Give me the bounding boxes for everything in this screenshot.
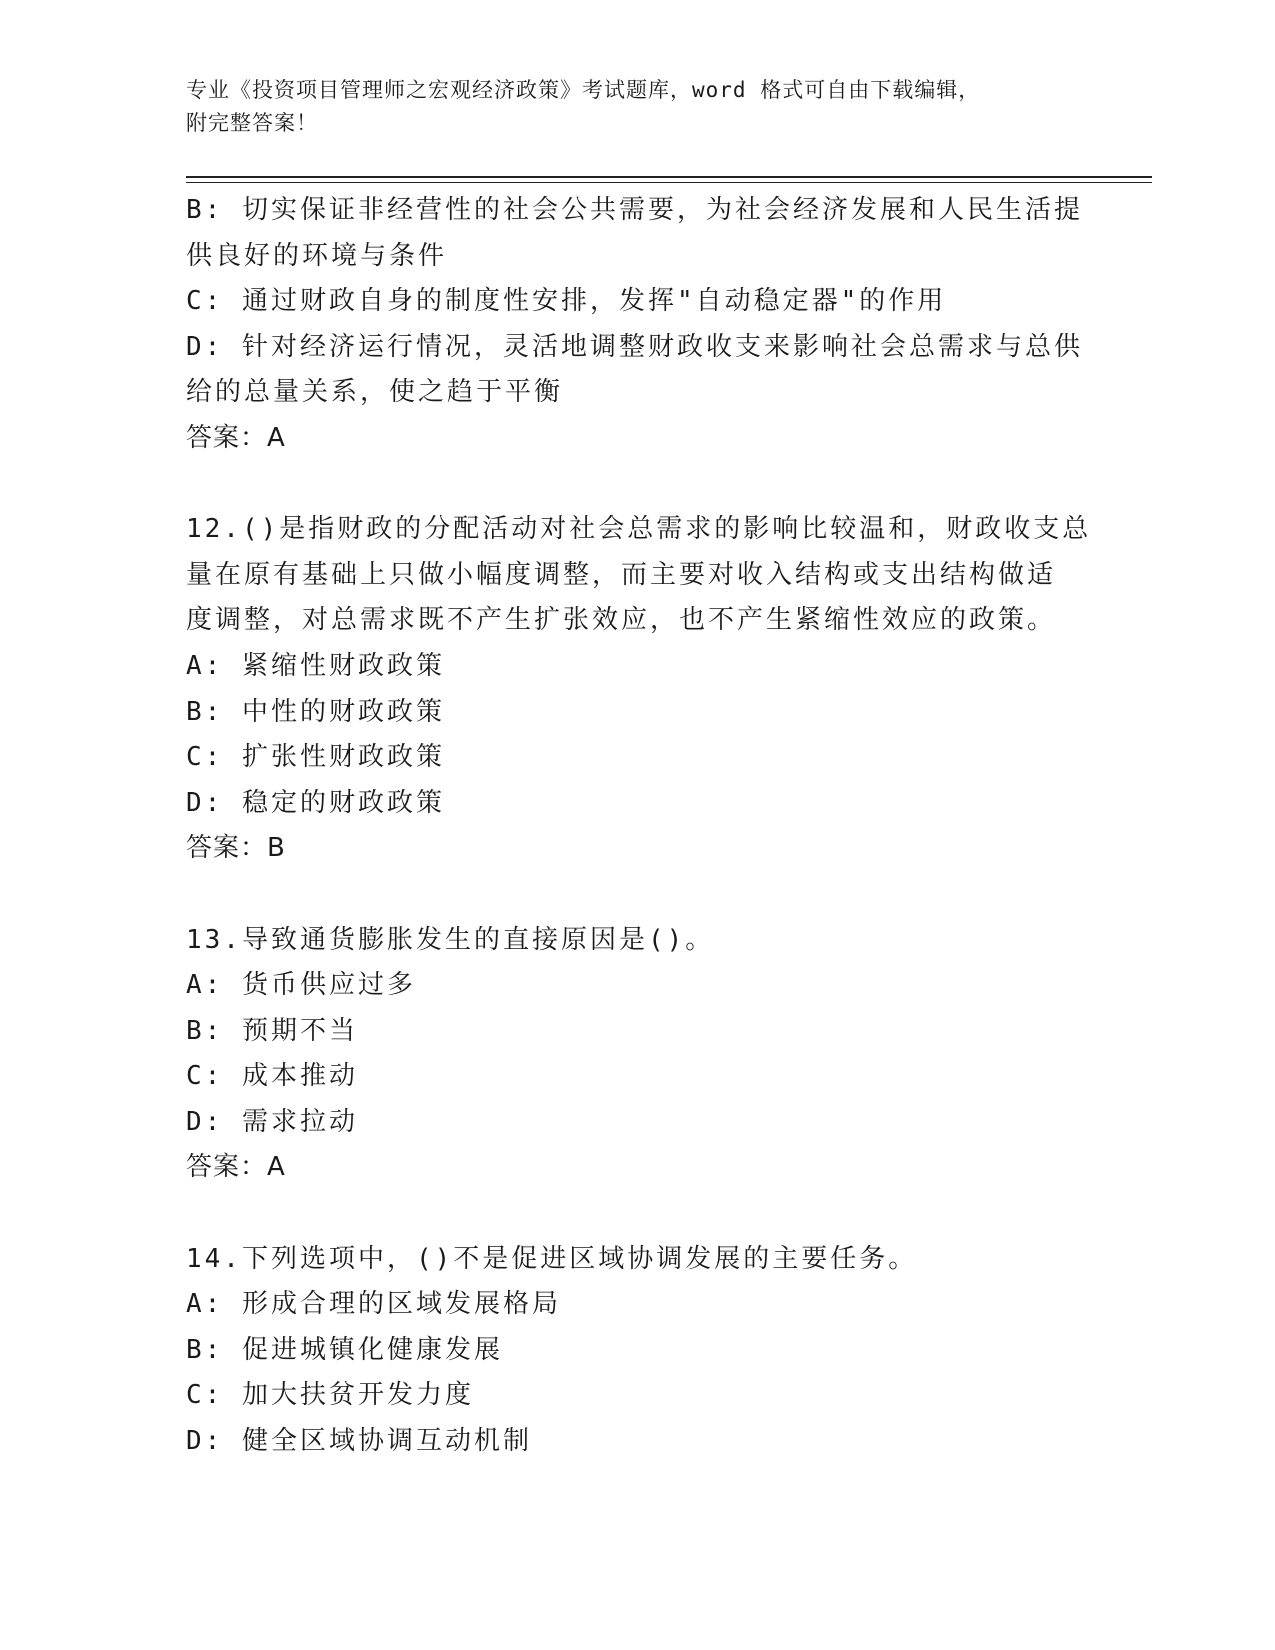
header-divider-thin: [186, 182, 1152, 183]
question-block-14: [186, 1237, 1066, 1465]
question-stem-line-1: 12.()是指财政的分配活动对社会总需求的影响比较温和，财政收支总: [186, 514, 1092, 545]
question-block-12: [186, 507, 1092, 872]
document-header: [186, 74, 1086, 140]
option-c: C: 通过财政自身的制度性安排，发挥"自动稳定器"的作用: [186, 286, 947, 317]
header-line-1: 专业《投资项目管理师之宏观经济政策》考试题库，word 格式可自由下载编辑，: [186, 78, 981, 102]
question-stem: 13.导致通货膨胀发生的直接原因是()。: [186, 924, 715, 955]
option-d: D: 需求拉动: [186, 1106, 358, 1137]
option-d: D: 健全区域协调互动机制: [186, 1426, 532, 1457]
option-b: B: 切实保证非经营性的社会公共需要，为社会经济发展和人民生活提: [186, 195, 1083, 225]
question-stem-line-3: 度调整，对总需求既不产生扩张效应，也不产生紧缩性效应的政策。: [186, 605, 1057, 636]
question-stem-line-2: 量在原有基础上只做小幅度调整，而主要对收入结构或支出结构做适: [186, 559, 1057, 590]
option-d-continued: 给的总量关系，使之趋于平衡: [186, 377, 564, 408]
answer: 答案：B: [186, 833, 286, 864]
option-c: C: 加大扶贫开发力度: [186, 1380, 474, 1411]
option-c: C: 扩张性财政政策: [186, 742, 445, 773]
header-line-2: 附完整答案！: [186, 111, 318, 135]
option-b: B: 预期不当: [186, 1015, 358, 1046]
answer: 答案：A: [186, 422, 286, 453]
question-block-11: [186, 188, 1083, 462]
answer: 答案：A: [186, 1152, 286, 1183]
option-c: C: 成本推动: [186, 1061, 358, 1092]
option-b: B: 促进城镇化健康发展: [186, 1334, 503, 1365]
option-d: D: 稳定的财政政策: [186, 787, 445, 818]
question-block-13: [186, 918, 1066, 1192]
header-divider-thick: [186, 176, 1152, 178]
option-d: D: 针对经济运行情况，灵活地调整财政收支来影响社会总需求与总供: [186, 331, 1083, 362]
question-stem: 14.下列选项中，()不是促进区域协调发展的主要任务。: [186, 1243, 918, 1274]
option-a: A: 紧缩性财政政策: [186, 650, 445, 681]
option-a: A: 货币供应过多: [186, 970, 416, 1001]
option-b: B: 中性的财政政策: [186, 696, 445, 727]
option-a: A: 形成合理的区域发展格局: [186, 1289, 561, 1320]
document-body: [186, 188, 1092, 1465]
option-b-continued: 供良好的环境与条件: [186, 240, 448, 271]
